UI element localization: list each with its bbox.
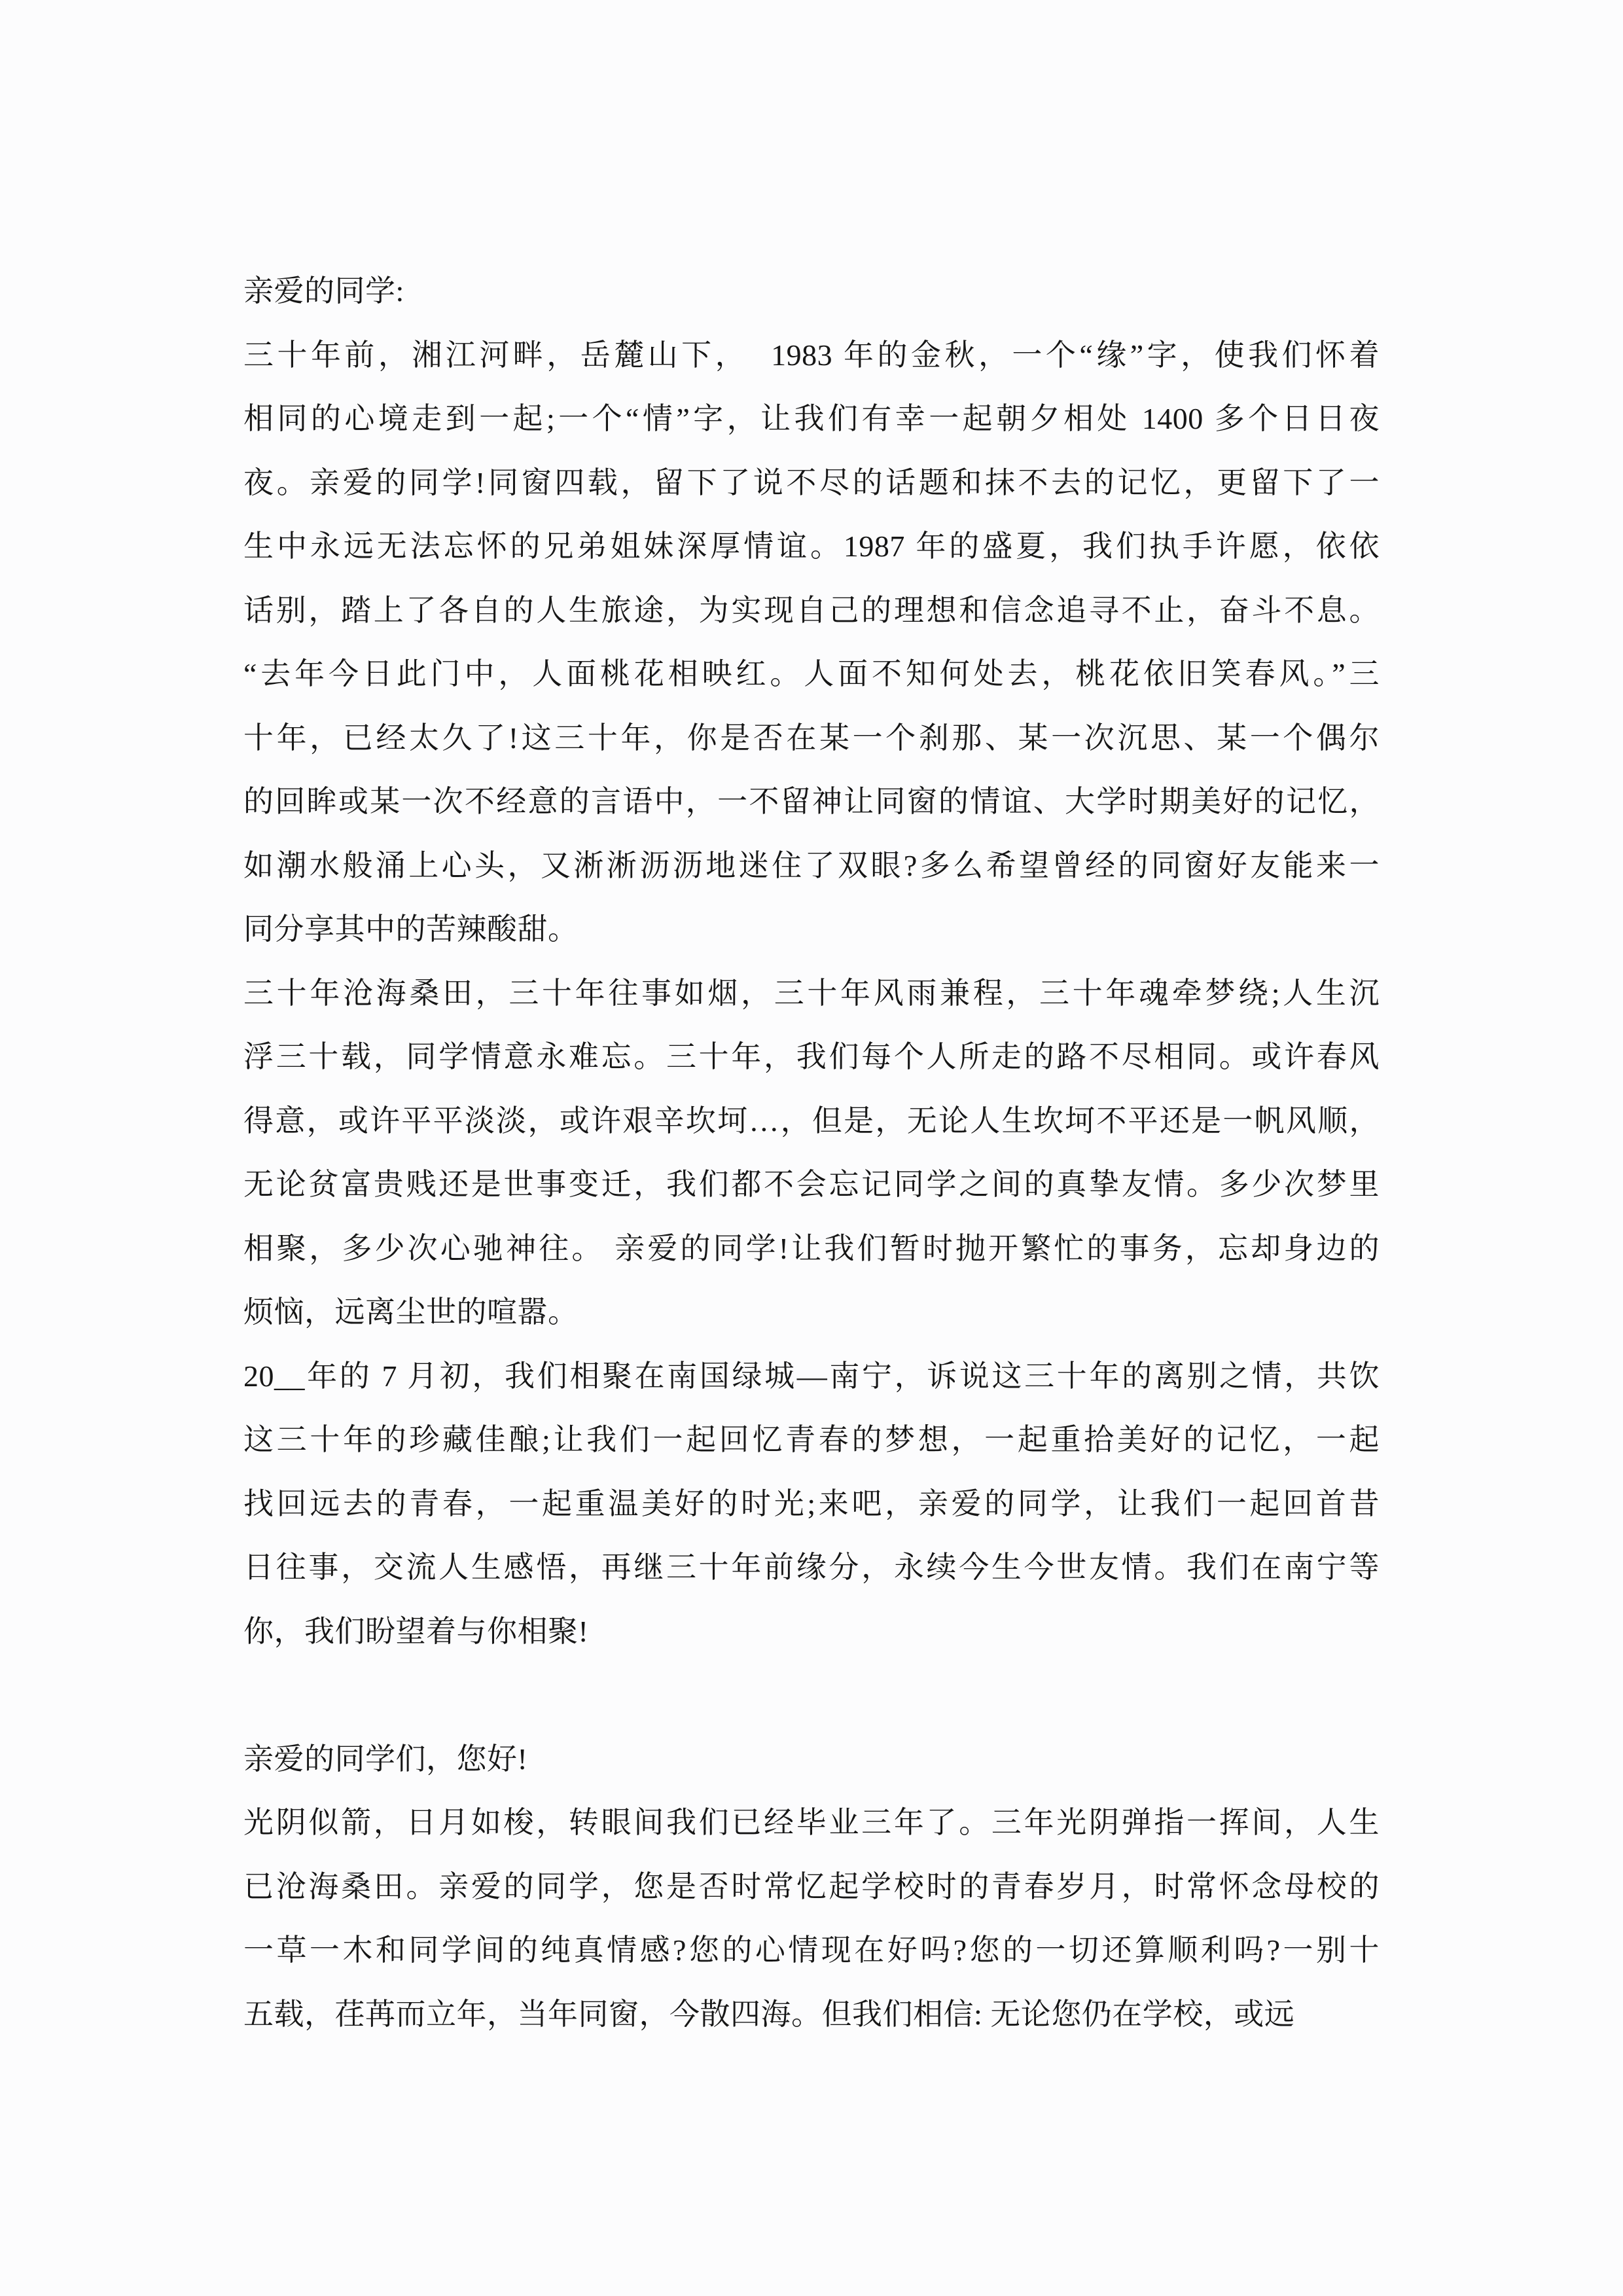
text-line: 如潮水般涌上心头，又淅淅沥沥地迷住了双眼?多么希望曾经的同窗好友能来一 xyxy=(243,848,1380,882)
text-line: 光阴似箭，日月如梭，转眼间我们已经毕业三年了。三年光阴弹指一挥间，人生 xyxy=(243,1806,1380,1839)
text-line: 日往事，交流人生感悟，再继三十年前缘分，永续今生今世友情。我们在南宁等 xyxy=(243,1551,1380,1584)
paragraph-body-friendship xyxy=(243,961,1380,1344)
text-line: 的回眸或某一次不经意的言语中，一不留神让同窗的情谊、大学时期美好的记忆， xyxy=(243,785,1380,818)
paragraph-body-reunion-30years xyxy=(243,323,1380,961)
text-line: 你，我们盼望着与你相聚! xyxy=(243,1614,589,1648)
paragraph-salutation xyxy=(243,259,1380,323)
text-line: 烦恼，远离尘世的喧嚣。 xyxy=(243,1295,579,1329)
paragraph-salutation-second-letter xyxy=(243,1727,1380,1791)
text-line: 无论贫富贵贱还是世事变迁，我们都不会忘记同学之间的真挚友情。多少次梦里 xyxy=(243,1168,1380,1201)
text-line: 已沧海桑田。亲爱的同学，您是否时常忆起学校时的青春岁月，时常怀念母校的 xyxy=(243,1869,1380,1903)
text-line: 这三十年的珍藏佳酿;让我们一起回忆青春的梦想，一起重拾美好的记忆，一起 xyxy=(243,1423,1380,1456)
text-line: 20__年的 7 月初，我们相聚在南国绿城—南宁，诉说这三十年的离别之情，共饮 xyxy=(243,1359,1380,1393)
text-line: 相聚，多少次心驰神往。 亲爱的同学!让我们暂时抛开繁忙的事务，忘却身边的 xyxy=(243,1231,1380,1265)
blank-line xyxy=(243,1663,1380,1727)
text-line: 同分享其中的苦辣酸甜。 xyxy=(243,912,579,946)
text-line: 找回远去的青春，一起重温美好的时光;来吧，亲爱的同学，让我们一起回首昔 xyxy=(243,1486,1380,1520)
text-line: 亲爱的同学: xyxy=(243,274,404,308)
text-line: “去年今日此门中，人面桃花相映红。人面不知何处去，桃花依旧笑春风。”三 xyxy=(243,657,1380,691)
text-line: 话别，踏上了各自的人生旅途，为实现自己的理想和信念追寻不止，奋斗不息。 xyxy=(243,593,1380,627)
text-line: 夜。亲爱的同学!同窗四载，留下了说不尽的话题和抹不去的记忆，更留下了一 xyxy=(243,465,1380,499)
text-line: 一草一木和同学间的纯真情感?您的心情现在好吗?您的一切还算顺利吗?一别十 xyxy=(243,1933,1380,1967)
text-line: 浮三十载，同学情意永难忘。三十年，我们每个人所走的路不尽相同。或许春风 xyxy=(243,1040,1380,1073)
paragraph-body-graduation-three-years xyxy=(243,1791,1380,2046)
text-line: 三十年沧海桑田，三十年往事如烟，三十年风雨兼程，三十年魂牵梦绕;人生沉 xyxy=(243,976,1380,1010)
text-line: 十年，已经太久了!这三十年，你是否在某一个刹那、某一次沉思、某一个偶尔 xyxy=(243,721,1380,755)
paragraph-body-invitation-nanning xyxy=(243,1344,1380,1664)
text-line: 生中永远无法忘怀的兄弟姐妹深厚情谊。1987 年的盛夏，我们执手许愿，依依 xyxy=(243,529,1380,563)
document-content xyxy=(243,259,1380,2046)
text-line: 亲爱的同学们，您好! xyxy=(243,1742,528,1776)
paragraph-blank-separator xyxy=(243,1663,1380,1727)
text-line: 相同的心境走到一起;一个“情”字，让我们有幸一起朝夕相处 1400 多个日日夜 xyxy=(243,402,1380,435)
text-line: 五载，荏苒而立年，当年同窗，今散四海。但我们相信: 无论您仍在学校，或远 xyxy=(243,1997,1295,2031)
text-line: 得意，或许平平淡淡，或许艰辛坎坷…，但是，无论人生坎坷不平还是一帆风顺， xyxy=(243,1103,1380,1138)
text-line: 三十年前，湘江河畔，岳麓山下， 1983 年的金秋，一个“缘”字，使我们怀着 xyxy=(243,338,1380,372)
